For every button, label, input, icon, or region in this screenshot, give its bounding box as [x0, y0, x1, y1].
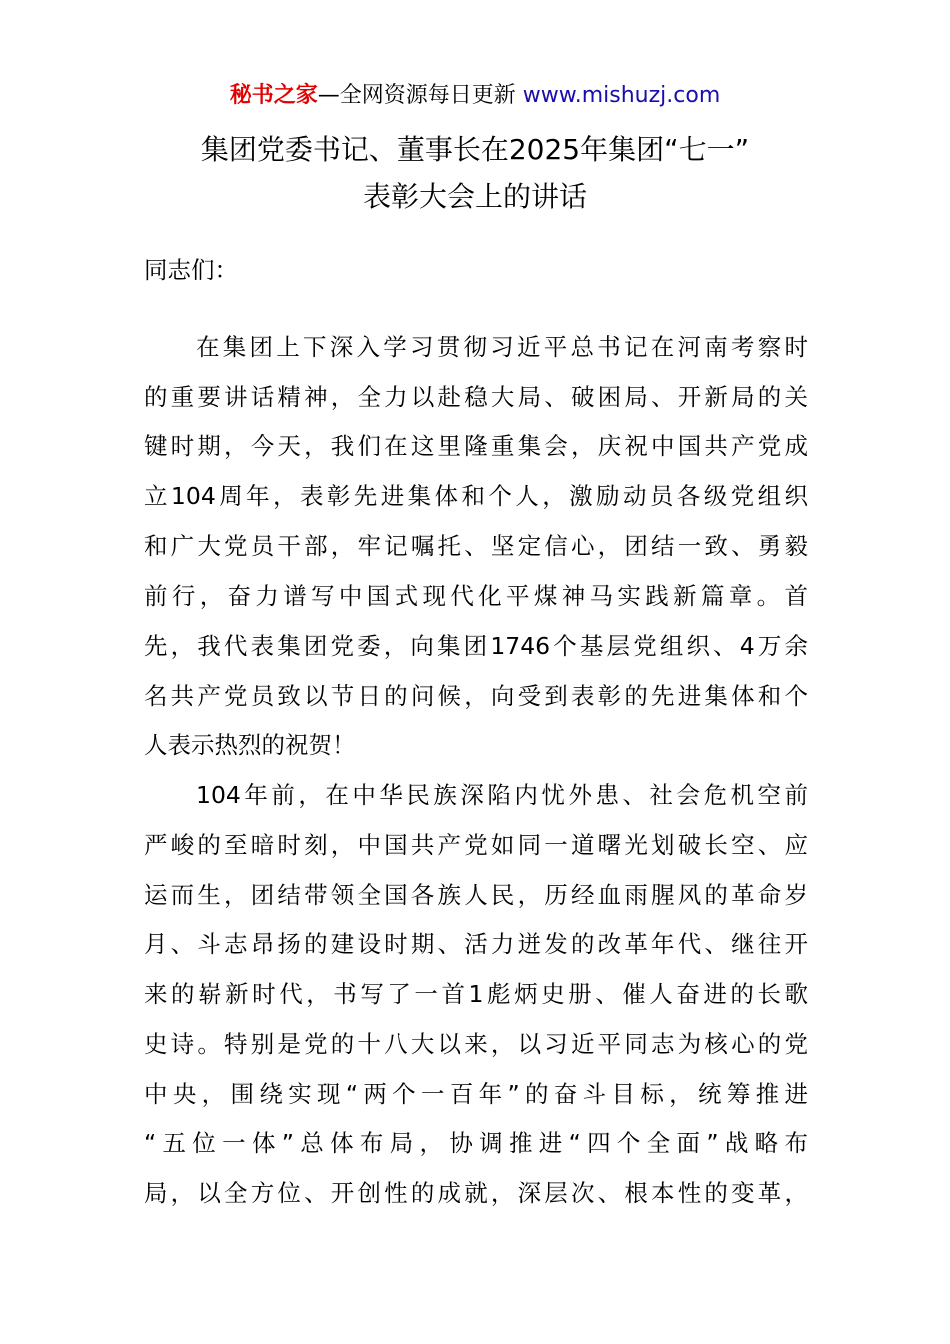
salutation: 同志们： — [144, 256, 238, 284]
text-line: 名共产党员致以节日的问候，向受到表彰的先进集体和个 — [144, 682, 808, 710]
text-line: 104年前，在中华民族深陷内忧外患、社会危机空前 — [196, 781, 808, 809]
text-line: “五位一体”总体布局，协调推进“四个全面”战略布 — [144, 1129, 808, 1157]
site-brand: 秘书之家 — [229, 83, 318, 108]
document-title-line-1: 集团党委书记、董事长在2025年集团“七一” — [200, 133, 750, 166]
site-tagline: —全网资源每日更新 — [317, 83, 516, 108]
document-title-line-2: 表彰大会上的讲话 — [362, 180, 587, 213]
text-line: 前行，奋力谱写中国式现代化平煤神马实践新篇章。首 — [144, 582, 808, 610]
text-line: 立104周年，表彰先进集体和个人，激励动员各级党组织 — [144, 482, 808, 510]
text-line: 和广大党员干部，牢记嘱托、坚定信心，团结一致、勇毅 — [144, 532, 808, 560]
text-line: 来的崭新时代，书写了一首1彪炳史册、催人奋进的长歌 — [144, 980, 808, 1008]
text-line: 月、斗志昂扬的建设时期、活力迸发的改革年代、继往开 — [144, 930, 808, 958]
site-url-link[interactable]: www.mishuzj.com — [522, 83, 721, 108]
text-line: 严峻的至暗时刻，中国共产党如同一道曙光划破长空、应 — [144, 831, 808, 859]
text-line: 中央，围绕实现“两个一百年”的奋斗目标，统筹推进 — [144, 1080, 808, 1108]
text-line: 人表示热烈的祝贺！ — [144, 731, 356, 759]
text-line: 先，我代表集团党委，向集团1746个基层党组织、4万余 — [144, 632, 808, 660]
text-line: 史诗。特别是党的十八大以来，以习近平同志为核心的党 — [144, 1030, 808, 1058]
text-line: 在集团上下深入学习贯彻习近平总书记在河南考察时 — [196, 333, 808, 361]
text-line: 的重要讲话精神，全力以赴稳大局、破困局、开新局的关 — [144, 383, 808, 411]
text-line: 键时期，今天，我们在这里隆重集会，庆祝中国共产党成 — [144, 432, 808, 460]
text-line: 局，以全方位、开创性的成就，深层次、根本性的变革， — [144, 1179, 808, 1207]
site-header — [0, 80, 950, 112]
text-line: 运而生，团结带领全国各族人民，历经血雨腥风的革命岁 — [144, 881, 808, 909]
